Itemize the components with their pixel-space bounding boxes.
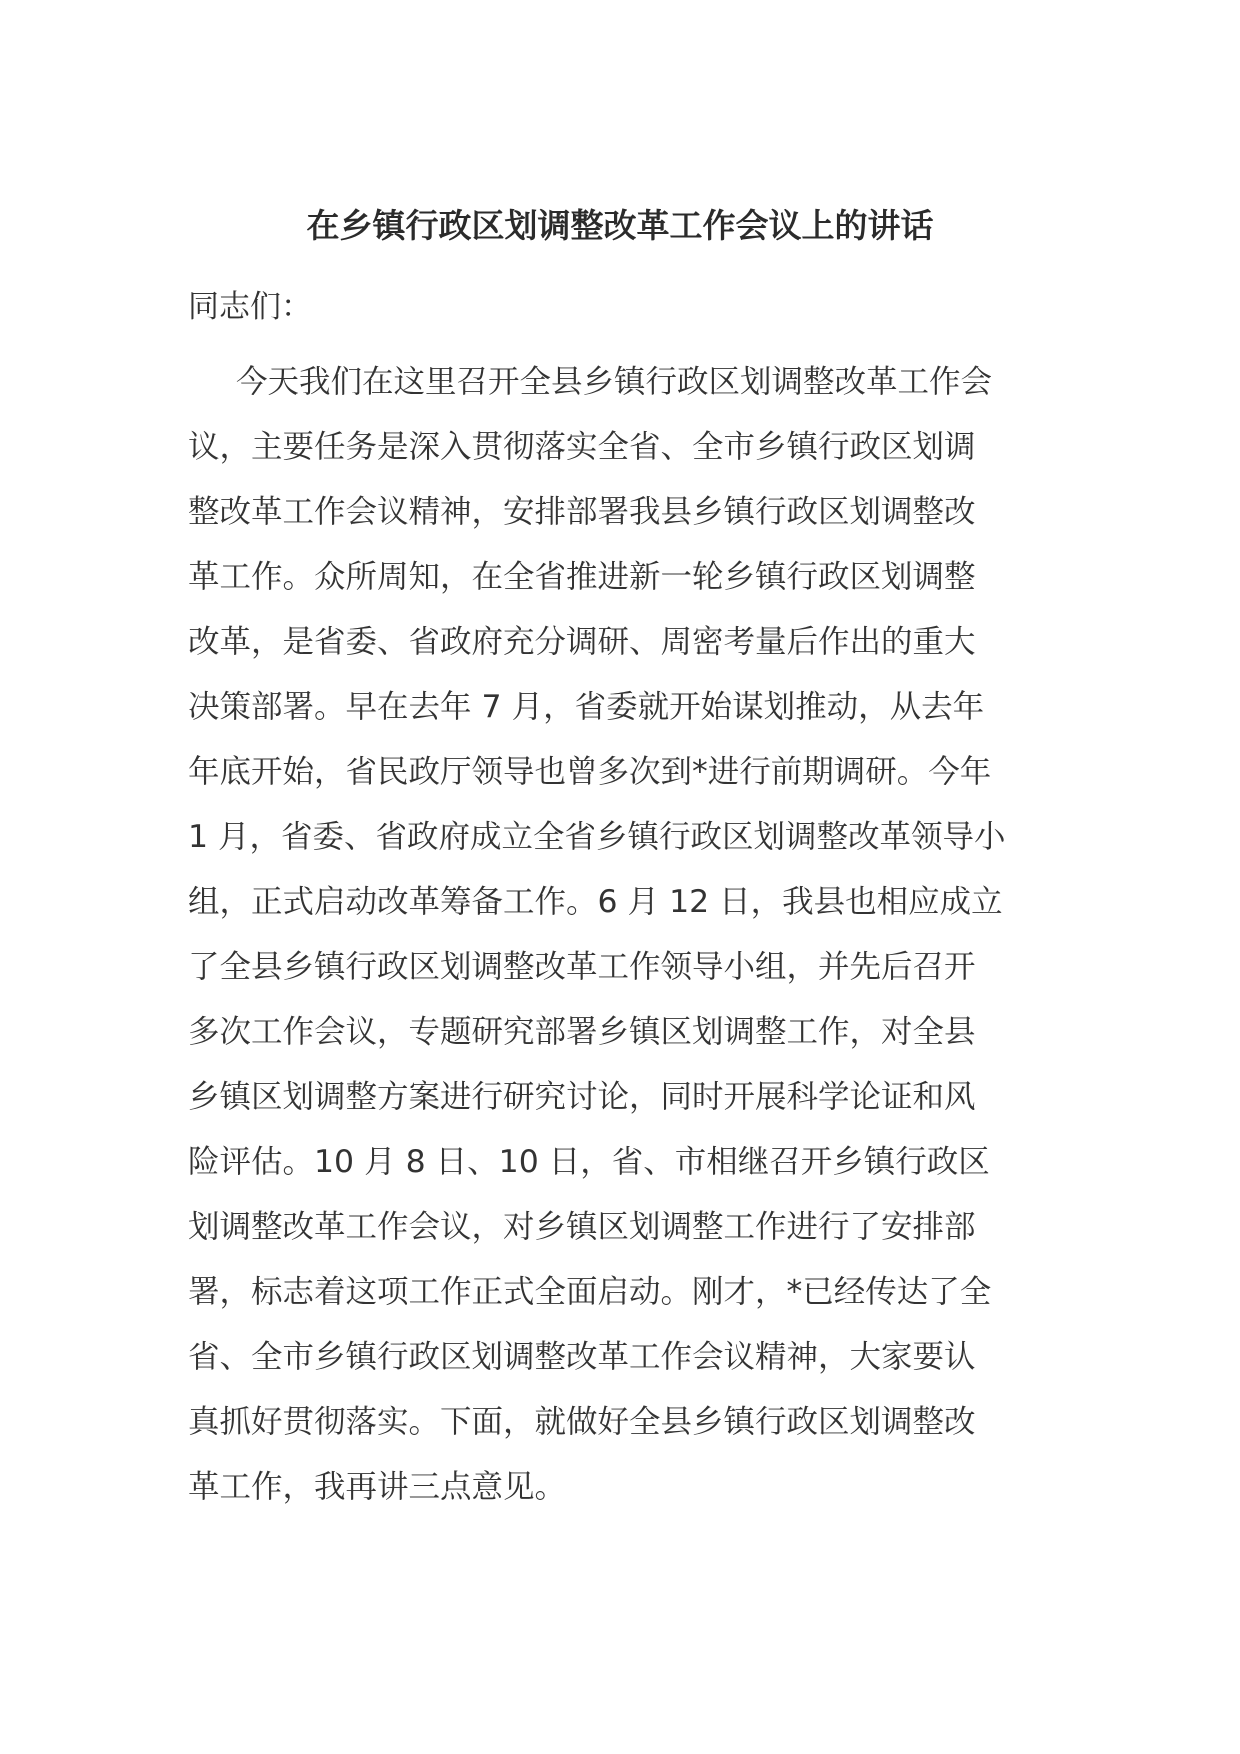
paragraph-line: 省、全市乡镇行政区划调整改革工作会议精神，大家要认 (188, 1339, 976, 1375)
paragraph-line: 划调整改革工作会议，对乡镇区划调整工作进行了安排部 (188, 1209, 976, 1245)
paragraph-line: 署，标志着这项工作正式全面启动。刚才，*已经传达了全 (188, 1274, 992, 1310)
paragraph-line: 险评估。10 月 8 日、10 日，省、市相继召开乡镇行政区 (188, 1144, 990, 1180)
paragraph-line: 革工作。众所周知，在全省推进新一轮乡镇行政区划调整 (188, 559, 976, 595)
paragraph-line: 1 月，省委、省政府成立全省乡镇行政区划调整改革领导小 (188, 819, 1006, 855)
paragraph-line: 年底开始，省民政厅领导也曾多次到*进行前期调研。今年 (188, 754, 992, 790)
salutation: 同志们： (188, 289, 312, 325)
body-paragraph (188, 350, 1058, 1520)
paragraph-line: 真抓好贯彻落实。下面，就做好全县乡镇行政区划调整改 (188, 1404, 976, 1440)
paragraph-line: 多次工作会议，专题研究部署乡镇区划调整工作，对全县 (188, 1014, 976, 1050)
paragraph-line: 革工作，我再讲三点意见。 (188, 1469, 567, 1505)
paragraph-line: 乡镇区划调整方案进行研究讨论，同时开展科学论证和风 (188, 1079, 976, 1115)
paragraph-line: 决策部署。早在去年 7 月，省委就开始谋划推动，从去年 (188, 689, 985, 725)
paragraph-line: 组，正式启动改革筹备工作。6 月 12 日，我县也相应成立 (188, 884, 1003, 920)
paragraph-line: 改革，是省委、省政府充分调研、周密考量后作出的重大 (188, 624, 976, 660)
paragraph-line: 了全县乡镇行政区划调整改革工作领导小组，并先后召开 (188, 949, 976, 985)
paragraph-line: 议，主要任务是深入贯彻落实全省、全市乡镇行政区划调 (188, 429, 976, 465)
paragraph-line: 今天我们在这里召开全县乡镇行政区划调整改革工作会 (236, 364, 993, 400)
document-title: 在乡镇行政区划调整改革工作会议上的讲话 (306, 206, 934, 245)
paragraph-line: 整改革工作会议精神，安排部署我县乡镇行政区划调整改 (188, 494, 976, 530)
